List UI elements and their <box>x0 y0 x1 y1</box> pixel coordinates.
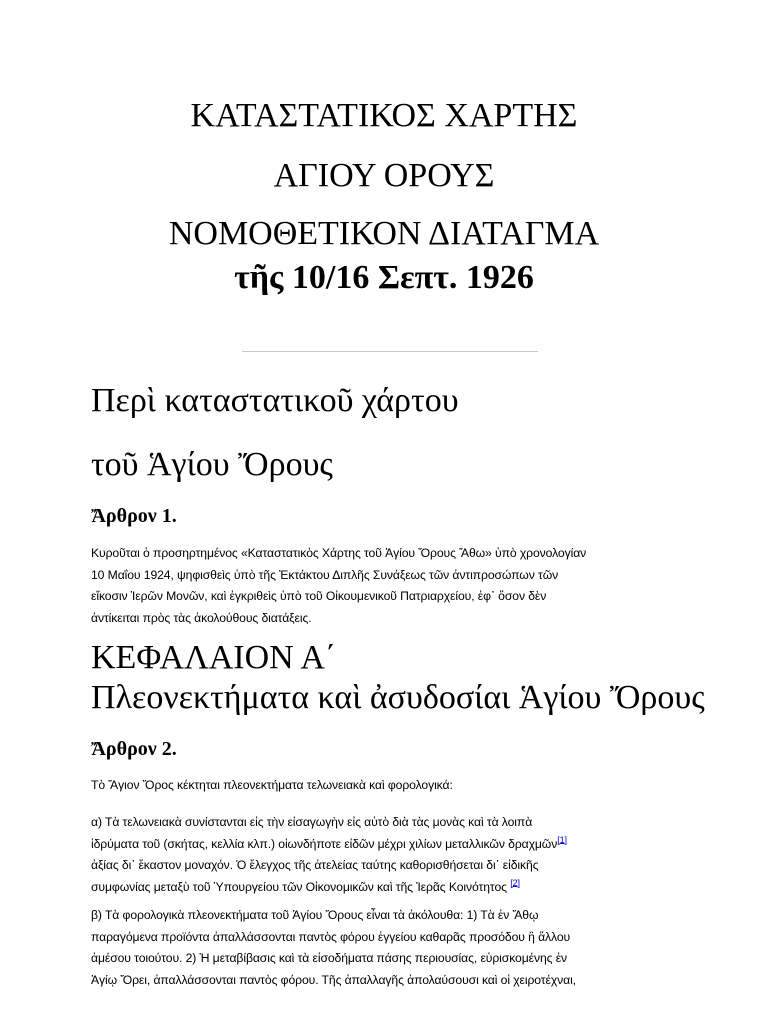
section-heading-1: Περὶ καταστατικοῦ χάρτου <box>91 382 459 419</box>
paragraph-line: α) Τὰ τελωνειακὰ συνίστανται εἰς τὴν εἰσαγωγὴν εἰς αὐτὸ διὰ τὰς μονὰς καὶ τὰ λοιπὰ <box>91 815 533 829</box>
paragraph-line: παραγόμενα προϊόντα ἀπαλλάσσονται παντὸς φόρου ἐγγείου καθαρᾶς προσόδου ἢ ἄλλου <box>91 929 571 944</box>
paragraph-line: εἴκοσιν Ἱερῶν Μονῶν, καὶ ἐγκριθεὶς ὑπὸ τοῦ Οἰκουμενικοῦ Πατριαρχείου, ἐφ᾽ ὅσον δὲν <box>91 589 547 603</box>
paragraph-a <box>91 812 691 898</box>
horizontal-divider <box>242 351 538 352</box>
paragraph-line: β) Τὰ φορολογικὰ πλεονεκτήματα τοῦ Ἁγίου Ὄρους εἶναι τὰ ἀκόλουθα: 1) Τὰ ἐν Ἄθῳ <box>91 908 539 922</box>
paragraph-line: Τὸ Ἅγιον Ὄρος κέκτηται πλεονεκτήματα τελωνειακὰ καὶ φορολογικά: <box>91 778 453 792</box>
article-1-heading: Ἄρθρον 1. <box>91 505 177 527</box>
paragraph-line: Ἁγίῳ Ὄρει, ἀπαλλάσσονται παντὸς φόρου. Τῆς ἀπαλλαγῆς ἀπολαύσουσι καὶ οἱ χειροτέχναι, <box>91 972 576 987</box>
paragraph-line: ἀμέσου τοιούτου. 2) Ἡ μεταβίβασις καὶ τὰ εἰσοδήματα πάσης περιουσίας, εὑρισκομένης ἐν <box>91 951 568 965</box>
title-line-4: τῆς 10/16 Σεπτ. 1926 <box>234 259 534 296</box>
paragraph-line: ἀξίας δι᾽ ἕκαστον μοναχόν. Ὁ ἔλεγχος τῆς ἀτελείας ταύτης καθορισθήσεται δι᾽ εἰδικῆς <box>91 858 539 872</box>
paragraph-line <box>91 877 691 899</box>
article-2-intro <box>91 775 691 797</box>
title-line-1: ΚΑΤΑΣΤΑΤΙΚΟΣ ΧΑΡΤΗΣ <box>190 97 578 134</box>
chapter-heading: ΚΕΦΑΛΑΙΟΝ Α΄ <box>91 639 337 676</box>
paragraph-b <box>91 905 691 991</box>
paragraph-line: Κυροῦται ὁ προσηρτημένος «Καταστατικὸς Χάρτης τοῦ Ἁγίου Ὄρους Ἄθω» ὑπὸ χρονολογίαν <box>91 546 587 560</box>
paragraph-line <box>91 834 691 856</box>
chapter-subheading: Πλεονεκτήματα καὶ ἀσυδοσίαι Ἁγίου Ὄρους <box>91 679 705 716</box>
paragraph-line-text: ἱδρύματα τοῦ (σκήτας, κελλία κλπ.) οἱωνδήποτε εἰδῶν μέχρι χιλίων μεταλλικῶν δραχμῶν <box>91 836 558 851</box>
footnote-link-1[interactable]: [1] <box>557 834 567 845</box>
paragraph-line-text: συμφωνίας μεταξὺ τοῦ Ὑπουργείου τῶν Οἰκονομικῶν καὶ τῆς Ἱερᾶς Κοινότητος <box>91 879 507 894</box>
article-1-paragraph <box>91 543 691 629</box>
footnote-link-2[interactable]: [2] <box>510 877 520 888</box>
article-2-heading: Ἄρθρον 2. <box>91 738 177 760</box>
paragraph-line: 10 Μαΐου 1924, ψηφισθεὶς ὑπὸ τῆς Ἐκτάκτου Διπλῆς Συνάξεως τῶν ἀντιπροσώπων τῶν <box>91 567 559 582</box>
section-heading-2: τοῦ Ἁγίου Ὄρους <box>91 446 333 483</box>
title-line-2: ΑΓΙΟΥ ΟΡΟΥΣ <box>273 157 495 194</box>
title-line-3: ΝΟΜΟΘΕΤΙΚΟΝ ΔΙΑΤΑΓΜΑ <box>168 215 600 252</box>
paragraph-line: ἀντίκειται πρὸς τὰς ἀκολούθους διατάξεις. <box>91 610 312 625</box>
